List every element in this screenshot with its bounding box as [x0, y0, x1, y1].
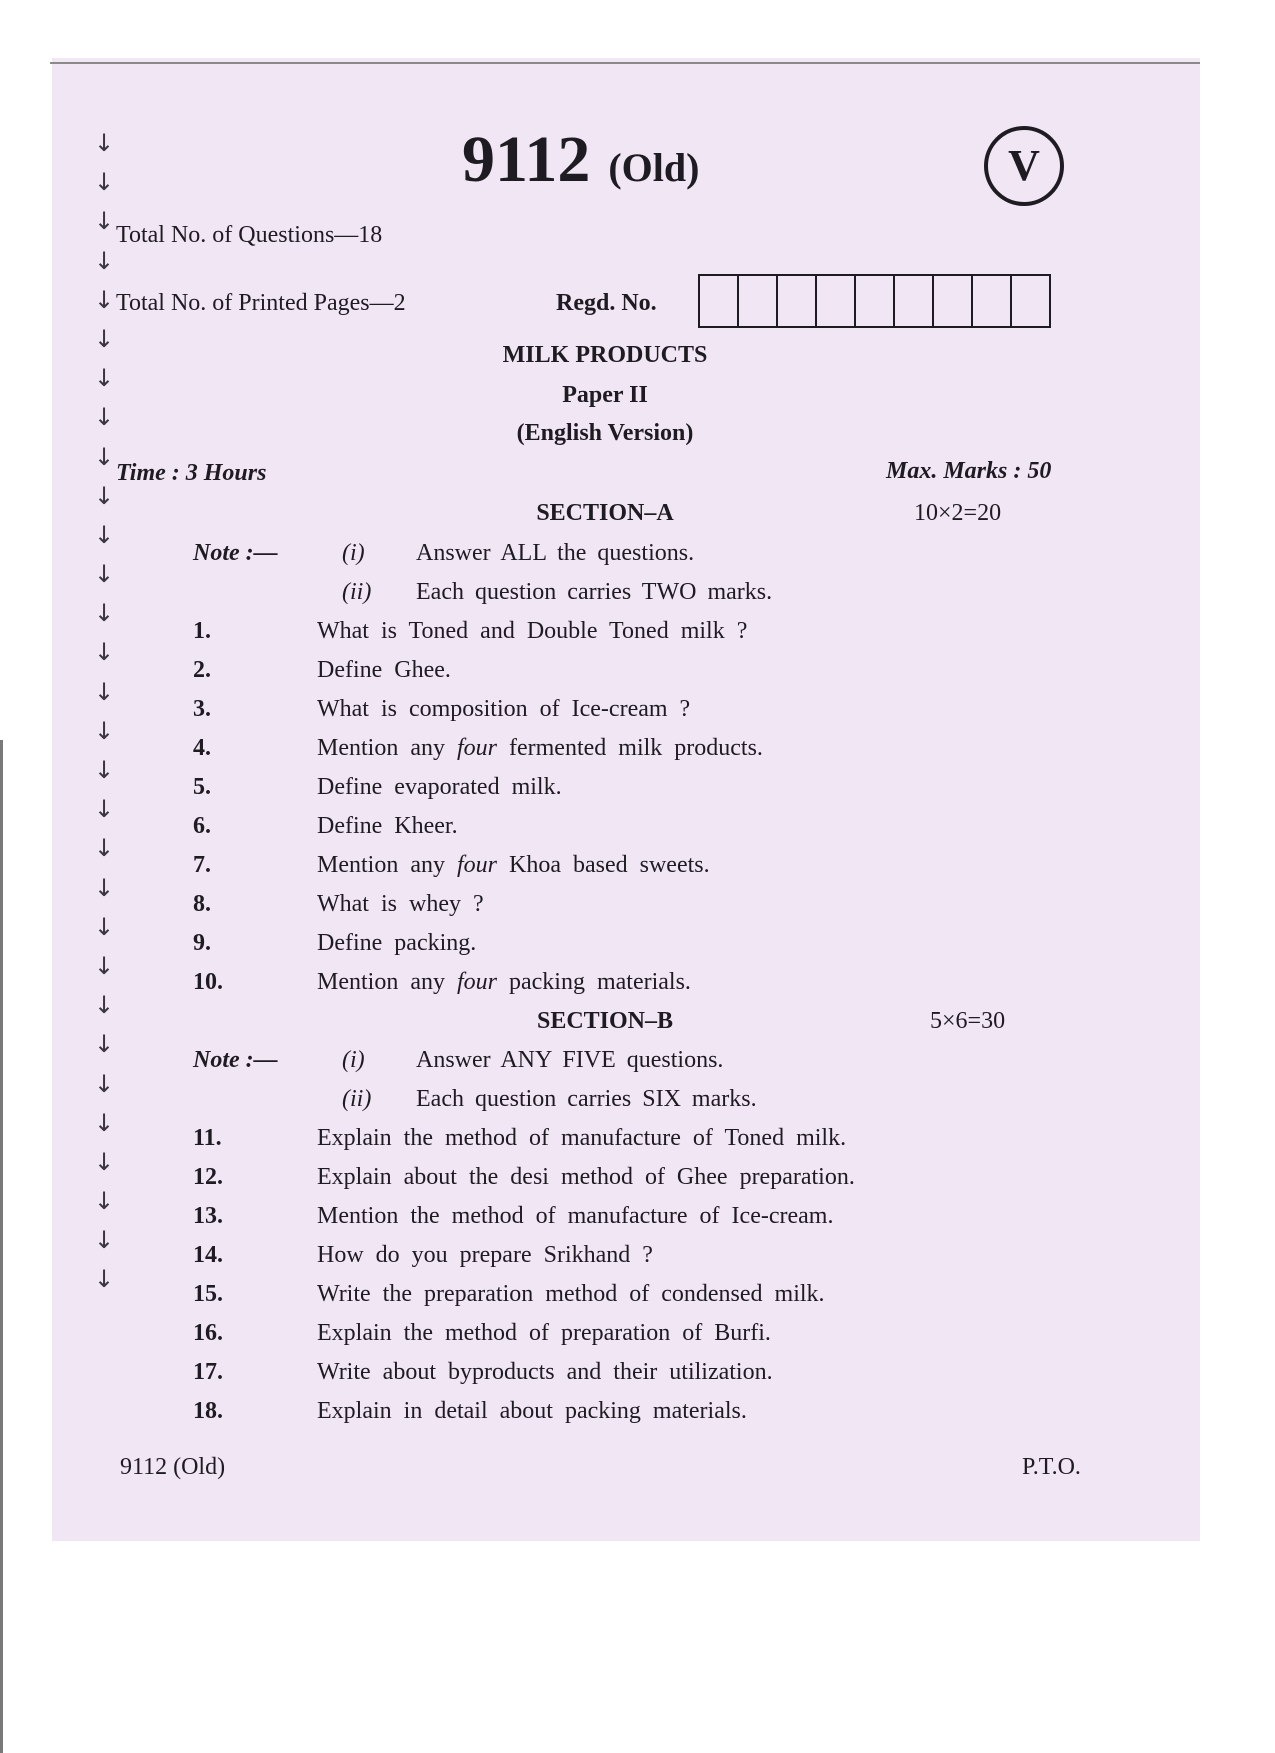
section-b-marks: 5×6=30 — [930, 1008, 1006, 1034]
regd-no-boxes — [698, 274, 1051, 328]
question-number: 1. — [193, 618, 211, 644]
question-number: 17. — [193, 1359, 223, 1385]
question-text: Explain in detail about packing materials. — [317, 1398, 747, 1424]
regd-box — [1012, 276, 1049, 326]
question-text: Define Kheer. — [317, 813, 458, 839]
question-text: Define evaporated milk. — [317, 774, 562, 800]
margin-arrow-icon: ↓ — [94, 756, 115, 784]
question-text-part: Khoa based sweets. — [497, 852, 710, 878]
question-item — [193, 735, 763, 762]
version-title: (English Version) — [516, 420, 694, 446]
paper-code-number: 9112 — [462, 123, 591, 196]
margin-arrow-icon: ↓ — [94, 129, 115, 157]
regd-box — [739, 276, 778, 326]
question-item — [193, 618, 747, 645]
margin-arrow-icon: ↓ — [94, 1147, 115, 1176]
question-number: 5. — [193, 774, 211, 800]
question-text: What is composition of Ice-cream ? — [317, 696, 691, 722]
question-text — [317, 735, 763, 762]
question-emphasis: four — [456, 735, 497, 761]
question-number: 10. — [193, 969, 223, 995]
question-number: 12. — [193, 1164, 223, 1190]
question-text — [317, 852, 710, 879]
question-item — [193, 657, 451, 684]
margin-arrow-icon: ↓ — [94, 168, 115, 197]
subject-title: MILK PRODUCTS — [502, 342, 708, 368]
regd-box — [934, 276, 973, 326]
question-number: 13. — [193, 1203, 223, 1229]
question-text: Write about byproducts and their utilization. — [317, 1359, 773, 1385]
question-text: Define packing. — [317, 930, 477, 956]
margin-arrow-icon: ↓ — [94, 1030, 115, 1059]
question-text: Mention the method of manufacture of Ice-cream. — [317, 1203, 834, 1229]
version-badge: V — [984, 126, 1064, 206]
question-text: Explain about the desi method of Ghee preparation. — [317, 1164, 855, 1190]
regd-box — [973, 276, 1012, 326]
section-a-heading: SECTION–A — [536, 500, 674, 526]
section-a-note-text: Each question carries TWO marks. — [416, 579, 773, 605]
margin-arrow-icon: ↓ — [94, 1069, 115, 1098]
margin-arrow-icon: ↓ — [94, 1187, 115, 1216]
question-number: 3. — [193, 696, 211, 722]
question-item — [193, 1125, 846, 1152]
question-item — [193, 969, 691, 996]
section-a-marks: 10×2=20 — [914, 500, 1002, 526]
question-item — [193, 1398, 747, 1425]
section-a-note-text: Answer ALL the questions. — [416, 540, 695, 566]
section-b-note-num: (i) — [342, 1047, 365, 1073]
regd-box — [895, 276, 934, 326]
question-text-part: fermented milk products. — [497, 735, 763, 761]
margin-arrow-icon: ↓ — [94, 795, 115, 824]
total-questions-text: Total No. of Questions—18 — [116, 222, 383, 248]
margin-arrow-icon: ↓ — [94, 951, 115, 980]
question-item — [193, 1320, 771, 1347]
max-marks: Max. Marks : 50 — [886, 458, 1052, 484]
section-a-note-num: (i) — [342, 540, 365, 566]
margin-arrow-icon: ↓ — [94, 520, 115, 549]
question-item — [193, 1203, 833, 1230]
question-item — [193, 696, 690, 723]
question-text: Write the preparation method of condensed milk. — [317, 1281, 825, 1307]
section-a-note-label: Note :— — [193, 540, 278, 566]
total-pages: Total No. of Printed Pages—2 — [116, 290, 406, 316]
question-text-part: Mention any — [317, 735, 457, 761]
footer-pto: P.T.O. — [1022, 1454, 1081, 1480]
question-text — [317, 969, 691, 996]
margin-arrow-icon: ↓ — [94, 716, 115, 745]
question-emphasis: four — [456, 969, 497, 995]
margin-arrow-icon: ↓ — [94, 1108, 115, 1137]
question-item — [193, 930, 476, 957]
margin-arrow-icon: ↓ — [94, 403, 115, 432]
margin-arrow-icon: ↓ — [94, 442, 115, 471]
question-item — [193, 1281, 825, 1308]
question-item — [193, 1164, 855, 1191]
margin-arrow-icon: ↓ — [94, 364, 115, 393]
question-number: 14. — [193, 1242, 223, 1268]
section-b-note-text: Answer ANY FIVE questions. — [416, 1047, 724, 1073]
footer-paper-code: 9112 (Old) — [120, 1454, 226, 1480]
question-item — [193, 1359, 773, 1386]
question-number: 16. — [193, 1320, 223, 1346]
paper-code-suffix: (Old) — [608, 145, 700, 190]
margin-arrow-icon: ↓ — [94, 599, 115, 628]
regd-box — [700, 276, 739, 326]
question-item — [193, 774, 562, 801]
section-a-note-num: (ii) — [342, 579, 372, 605]
question-text-part: packing materials. — [497, 969, 691, 995]
paper-code — [462, 122, 699, 198]
section-b-heading: SECTION–B — [536, 1008, 674, 1034]
margin-arrow-icon: ↓ — [94, 481, 115, 510]
regd-no-label: Regd. No. — [556, 290, 657, 316]
margin-arrow-icon: ↓ — [94, 324, 115, 353]
question-item — [193, 813, 458, 840]
question-item — [193, 852, 710, 879]
question-text: Explain the method of manufacture of Toned milk. — [317, 1125, 847, 1151]
question-number: 6. — [193, 813, 211, 839]
margin-arrow-icon: ↓ — [94, 834, 115, 863]
time-allowed: Time : 3 Hours — [116, 460, 267, 486]
section-b-note-num: (ii) — [342, 1086, 372, 1112]
total-questions — [116, 222, 382, 249]
question-number: 2. — [193, 657, 211, 683]
section-b-note-text: Each question carries SIX marks. — [416, 1086, 757, 1112]
margin-arrow-icon: ↓ — [94, 677, 115, 706]
question-number: 4. — [193, 735, 211, 761]
question-text: Define Ghee. — [317, 657, 451, 683]
margin-arrow-icon: ↓ — [94, 1226, 115, 1255]
left-edge-line — [0, 740, 3, 1753]
question-number: 11. — [193, 1125, 222, 1151]
margin-arrow-icon: ↓ — [94, 246, 115, 275]
margin-arrow-icon: ↓ — [94, 1265, 115, 1294]
question-number: 15. — [193, 1281, 223, 1307]
margin-arrow-icon: ↓ — [94, 912, 115, 941]
margin-arrow-icon: ↓ — [94, 285, 115, 314]
paper-number: Paper II — [562, 382, 648, 408]
margin-arrow-icon: ↓ — [94, 873, 115, 902]
question-text: How do you prepare Srikhand ? — [317, 1242, 653, 1268]
margin-arrow-icon: ↓ — [94, 560, 115, 589]
question-number: 7. — [193, 852, 211, 878]
margin-arrow-icon: ↓ — [94, 207, 115, 236]
question-text-part: Mention any — [317, 852, 457, 878]
regd-box — [817, 276, 856, 326]
question-item — [193, 1242, 653, 1269]
margin-arrow-icon: ↓ — [94, 638, 115, 667]
question-number: 9. — [193, 930, 211, 956]
question-text: What is whey ? — [317, 891, 484, 917]
question-emphasis: four — [456, 852, 497, 878]
question-text: Explain the method of preparation of Burfi. — [317, 1320, 771, 1346]
top-edge-line — [50, 62, 1200, 64]
margin-arrow-icon: ↓ — [94, 991, 115, 1020]
question-number: 18. — [193, 1398, 223, 1424]
question-text: What is Toned and Double Toned milk ? — [317, 618, 748, 644]
section-b-note-label: Note :— — [193, 1047, 278, 1073]
question-text-part: Mention any — [317, 969, 457, 995]
question-number: 8. — [193, 891, 211, 917]
regd-box — [778, 276, 817, 326]
regd-box — [856, 276, 895, 326]
question-item — [193, 891, 484, 918]
